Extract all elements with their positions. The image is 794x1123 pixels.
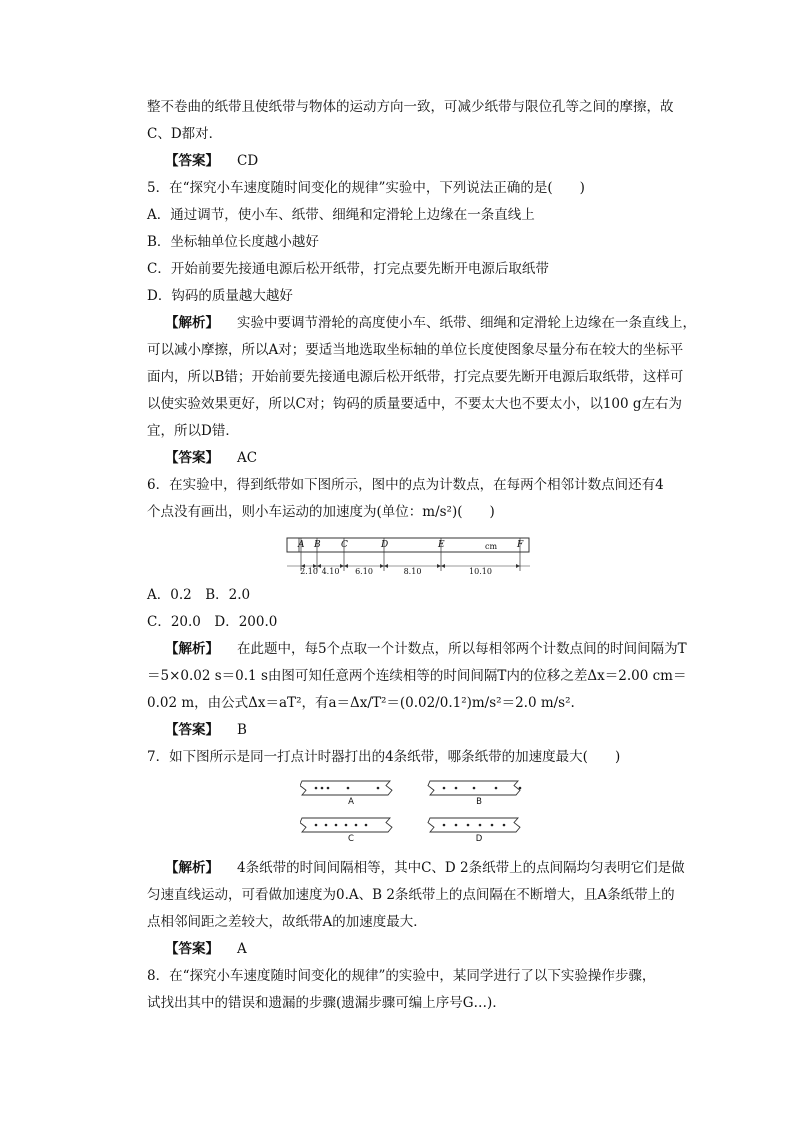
analysis-7-line: 点相邻间距之差较大，故纸带A的加速度最大． (147, 914, 427, 930)
tape-point-label: C (341, 540, 348, 550)
analysis-tag: 【解析】 (165, 315, 219, 331)
strip-dot (345, 824, 348, 827)
tape-point-label: E (438, 540, 445, 550)
segment-length-label: 2.10 (300, 567, 318, 576)
strip-dot (503, 824, 506, 827)
option-5c: C．开始前要先接通电源后松开纸带，打完点要先断开电源后取纸带 (147, 261, 549, 277)
analysis-tag: 【解析】 (165, 641, 219, 657)
segment-arrow (344, 564, 348, 568)
tape-point-label: B (314, 540, 321, 550)
strip-dot (347, 787, 350, 790)
strip-label: A (348, 797, 354, 807)
segment-arrow (380, 564, 384, 568)
answer-tag: 【答案】 (165, 722, 219, 738)
analysis-text: 在此题中，每5个点取一个计数点，所以每相邻两个计数点间的时间间隔为T (237, 641, 687, 657)
strip-label: C (348, 834, 354, 844)
question-6: 个点没有画出，则小车运动的加速度为(单位：m/s²)( ) (147, 504, 495, 520)
answer-tag: 【答案】 (165, 153, 219, 169)
answer-value: AC (237, 450, 258, 466)
tape-point-label: F (517, 540, 524, 550)
answer-line (165, 720, 247, 740)
option-5b: B．坐标轴单位长度越小越好 (147, 234, 319, 250)
strip-dot (455, 824, 458, 827)
strip-dot (377, 787, 380, 790)
strip-dot (491, 824, 494, 827)
analysis-5-line: 宜，所以D错． (147, 423, 239, 439)
analysis-5-line: 以使实验效果更好，所以C对；钩码的质量要适中，不要太大也不要太小，以100 g左右为 (147, 396, 683, 412)
answer-tag: 【答案】 (165, 450, 219, 466)
answer-line (165, 448, 257, 468)
strip-dot (325, 824, 328, 827)
paper-strip (428, 818, 520, 832)
analysis-text: 实验中要调节滑轮的高度使小车、纸带、细绳和定滑轮上边缘在一条直线上， (237, 315, 696, 331)
strip-label: D (475, 834, 483, 844)
analysis-6-line (147, 639, 687, 659)
strip-dot (327, 787, 330, 790)
segment-arrow (340, 564, 344, 568)
strip-dot (315, 824, 318, 827)
tape-point-label: D (381, 540, 389, 550)
answer-tag: 【答案】 (165, 941, 219, 957)
segment-length-label: 6.10 (355, 567, 373, 576)
question-5: 5．在“探究小车速度随时间变化的规律”实验中，下列说法正确的是( ) (147, 180, 585, 196)
text-line: 整不卷曲的纸带且使纸带与物体的运动方向一致，可减少纸带与限位孔等之间的摩擦，故 (147, 99, 674, 115)
strip-dot (443, 787, 446, 790)
strip-dot (321, 787, 324, 790)
segment-arrow (384, 564, 388, 568)
tape-unit-label: cm (485, 542, 498, 551)
question-8: 试找出其中的错误和遗漏的步骤(遗漏步骤可编上序号G…)． (147, 995, 506, 1011)
analysis-tag: 【解析】 (165, 860, 219, 876)
strip-dot (455, 787, 458, 790)
answer-line (165, 151, 258, 171)
question-8: 8．在“探究小车速度随时间变化的规律”的实验中，某同学进行了以下实验操作步骤， (147, 968, 656, 984)
options-6cd: C．20.0 D．200.0 (147, 614, 278, 630)
analysis-7-line: 匀速直线运动，可看做加速度为0.A、B 2条纸带上的点间隔在不断增大，且A条纸带上的 (147, 887, 675, 903)
strip-dot (495, 787, 498, 790)
answer-line (165, 939, 247, 959)
answer-value: A (237, 941, 247, 957)
option-5a: A．通过调节，使小车、纸带、细绳和定滑轮上边缘在一条直线上 (147, 207, 535, 223)
segment-length-label: 4.10 (321, 567, 340, 576)
answer-value: B (237, 722, 247, 738)
strip-dot (365, 824, 368, 827)
strip-dot (467, 824, 470, 827)
question-7: 7．如下图所示是同一打点计时器打出的4条纸带，哪条纸带的加速度最大( ) (147, 749, 621, 765)
paper-tape-figure (285, 533, 541, 581)
strip-dot (473, 787, 476, 790)
question-6: 6．在实验中，得到纸带如下图所示，图中的点为计数点，在每两个相邻计数点间还有4 (147, 477, 664, 493)
analysis-5-line: 可以减小摩擦，所以A对；要适当地选取坐标轴的单位长度使图象尽量分布在较大的坐标平 (147, 342, 684, 358)
segment-length-label: 10.10 (469, 567, 492, 576)
tape-point-label: A (298, 540, 305, 550)
segment-length-label: 8.10 (403, 567, 422, 576)
segment-arrow (441, 564, 445, 568)
analysis-6-line: ＝5×0.02 s＝0.1 s由图可知任意两个连续相等的时间间隔T内的位移之差Δx＝2.00 cm＝ (147, 668, 687, 684)
strip-dot (479, 824, 482, 827)
analysis-text: 4条纸带的时间间隔相等，其中C、D 2条纸带上的点间隔均匀表明它们是做 (237, 860, 685, 876)
option-5d: D．钩码的质量越大越好 (147, 288, 293, 304)
text-line: C、D都对． (147, 126, 223, 142)
segment-arrow (516, 564, 520, 568)
analysis-5-line (147, 313, 696, 333)
analysis-5-line: 面内，所以B错；开始前要先接通电源后松开纸带，打完点要先断开电源后取纸带，这样可 (147, 369, 684, 385)
strip-dot (335, 824, 338, 827)
strip-label: B (476, 797, 482, 807)
answer-value: CD (237, 153, 259, 169)
strip-dot (355, 824, 358, 827)
analysis-7-line (147, 858, 685, 878)
strip-dot (443, 824, 446, 827)
strip-dot (315, 787, 318, 790)
analysis-6-line: 0.02 m，由公式Δx＝aT²，有a＝Δx/T²＝(0.02/0.1²)m/s²＝2.0 m/s². (147, 695, 575, 711)
segment-arrow (437, 564, 441, 568)
options-6ab: A．0.2 B．2.0 (147, 587, 251, 603)
strip-dot (519, 787, 522, 790)
four-strips-figure (300, 778, 525, 850)
